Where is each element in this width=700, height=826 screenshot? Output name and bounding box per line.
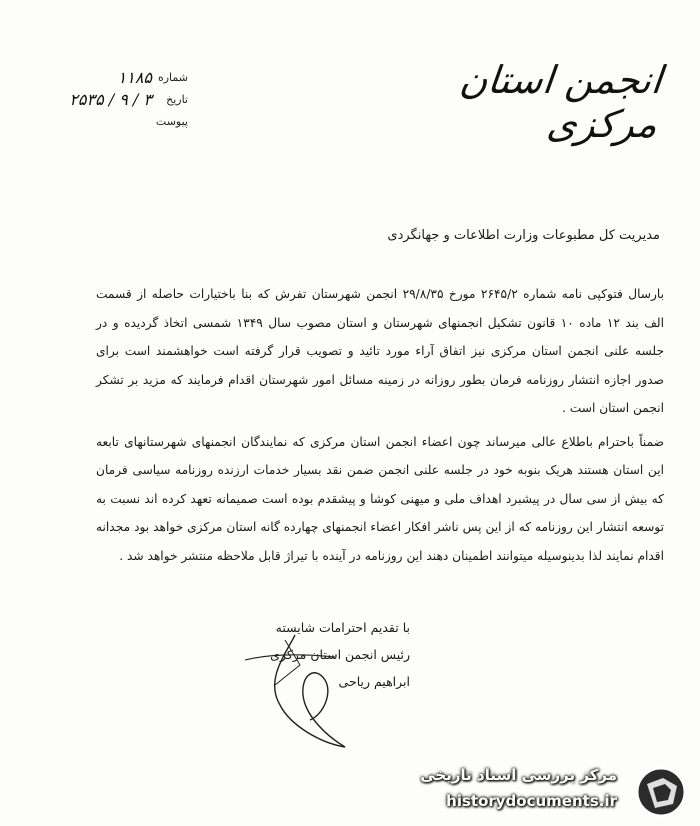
- letter-body: [96, 280, 664, 575]
- attachment-row: [38, 110, 188, 132]
- date-value: ۳ / ۹ / ۲۵۳۵: [69, 89, 152, 109]
- watermark-title: مرکز بررسی اسناد تاریخی: [420, 766, 617, 784]
- archive-watermark: [405, 762, 695, 822]
- number-value: ۱۱۸۵: [117, 67, 152, 87]
- attachment-label: پیوست: [155, 114, 188, 128]
- body-paragraph: بارسال فتوکپی نامه شماره ۲۶۴۵/۲ مورخ ۲۹/۸/۳۵ انجمن شهرستان تفرش که بنا باختیارات حاصله از قسمت الف بند ۱۲ ماده ۱۰ قانون تشکیل انجمنهای شهرستان و استان مصوب سال ۱۳۴۹ شمسی اتخاذ گردیده و در جلسه علنی انجمن استان مرکزی نیز اتفاق آراء مورد تائید و تصویب قرار گرفته است خواهشمند است برای صدور اجازه انتشار روزنامه فرمان بطور روزانه در زمینه مسائل امور شهرستان اقدام فرمایند که مزید بر تشکر انجمن استان است .: [96, 287, 664, 415]
- archive-logo-icon: [633, 764, 689, 820]
- date-row: [38, 88, 188, 110]
- closing-name: ابراهیم ریاحی: [338, 674, 410, 689]
- body-paragraph: ضمناً باحترام باطلاع عالی میرساند چون اعضاء انجمن استان مرکزی که نمایندگان انجمنهای شهرستانهای تابعه این استان هستند هریک بنوبه خود در جلسه علنی انجمن ضمن نقد بسیار خدمات ارزنده روزنامه سیاسی فرمان که بیش از سی سال در پیشبرد اهداف ملی و میهنی کوشا و پیشقدم بوده است صمیمانه تعهد کرده اند نسبت به توسعه انتشار این روزنامه که از این پس ناشر افکار اعضاء انجمنهای چهارده گانه استان مرکزی خواهد بود مجدانه اقدام نمایند لذا بدینوسیله میتوانند اطمینان دهند این روزنامه در آینده با تیراژ قابل ملاحظه منتشر خواهد شد .: [96, 434, 664, 563]
- date-label: تاریخ: [166, 92, 188, 106]
- reference-block: [38, 66, 188, 132]
- watermark-url: historydocuments.ir: [446, 792, 617, 810]
- closing-position: رئیس انجمن استان مرکزی: [270, 647, 410, 662]
- addressee-line: مدیریت کل مطبوعات وزارت اطلاعات و جهانگردی: [387, 228, 660, 243]
- letterhead-title: انجمن استان مرکزی: [457, 58, 665, 146]
- number-row: [38, 66, 188, 88]
- closing-regards: با تقدیم احترامات شایسته: [275, 620, 410, 635]
- handwritten-signature: [225, 625, 375, 755]
- number-label: شماره: [157, 70, 188, 84]
